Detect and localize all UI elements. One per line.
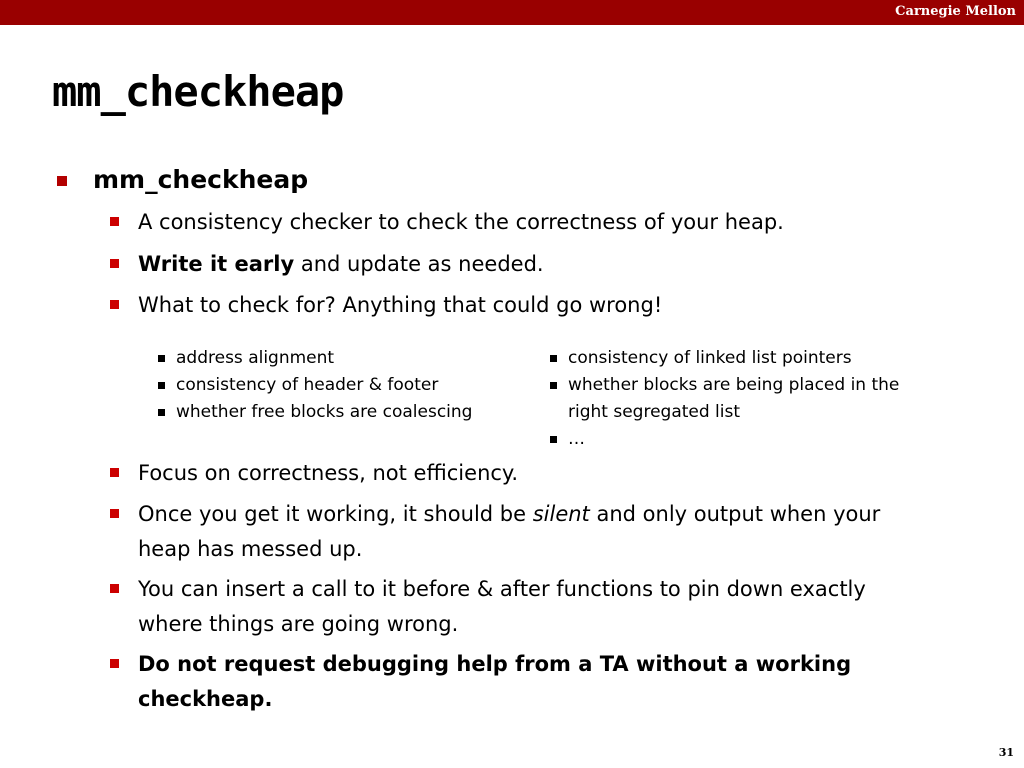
square-bullet-icon <box>550 382 557 389</box>
check-item-text: consistency of linked list pointers <box>568 348 852 368</box>
square-bullet-icon <box>110 300 119 309</box>
bullet-silent <box>138 497 908 567</box>
bullet-what-to-check <box>138 288 908 323</box>
bullet-text: and update as needed. <box>294 252 544 276</box>
top-banner <box>0 0 1024 25</box>
checks-left-column <box>176 345 526 426</box>
bullet-bold-text: Write it early <box>138 252 295 276</box>
square-bullet-icon <box>550 355 557 362</box>
check-item-text: address alignment <box>176 348 335 368</box>
bullet-no-debugging-help <box>138 647 878 717</box>
bullet-italic-text: silent <box>532 502 590 526</box>
check-item-text: … <box>568 429 585 449</box>
square-bullet-icon <box>110 259 119 268</box>
bullet-text: and only output when your heap has messed up. <box>138 502 881 561</box>
square-bullet-icon <box>158 409 165 416</box>
bullet-consistency-checker <box>138 205 908 240</box>
slide-title: mm_checkheap <box>52 67 344 116</box>
check-item-text: whether blocks are being placed in the right segregated list <box>568 375 900 422</box>
checks-right-column <box>568 345 908 453</box>
bullet-text: You can insert a call to it before & after functions to pin down exactly where things are going wrong. <box>138 577 866 636</box>
bullet-text: Once you get it working, it should be <box>138 502 533 526</box>
check-item-text: whether free blocks are coalescing <box>176 402 473 422</box>
brand-label: Carnegie Mellon <box>895 4 1016 19</box>
bullet-insert-call <box>138 572 878 642</box>
square-bullet-icon <box>158 355 165 362</box>
square-bullet-icon <box>158 382 165 389</box>
square-bullet-icon <box>110 217 119 226</box>
bullet-text: Do not request debugging help from a TA without a working checkheap. <box>138 652 852 711</box>
check-item <box>568 372 908 426</box>
page-number: 31 <box>998 746 1014 759</box>
bullet-write-early <box>138 247 908 282</box>
square-bullet-icon <box>110 584 119 593</box>
check-item <box>176 399 526 426</box>
square-bullet-icon <box>57 176 67 186</box>
check-item-text: consistency of header & footer <box>176 375 439 395</box>
check-item <box>568 345 908 372</box>
check-item <box>176 345 526 372</box>
bullet-level1-text: mm_checkheap <box>93 165 309 194</box>
bullet-text: What to check for? Anything that could go wrong! <box>138 293 663 317</box>
bullet-level1 <box>93 163 308 197</box>
bullet-text: Focus on correctness, not efficiency. <box>138 461 519 485</box>
square-bullet-icon <box>110 468 119 477</box>
square-bullet-icon <box>110 509 119 518</box>
bullet-text: A consistency checker to check the correctness of your heap. <box>138 210 784 234</box>
square-bullet-icon <box>550 436 557 443</box>
check-item <box>568 426 908 453</box>
square-bullet-icon <box>110 659 119 668</box>
bullet-focus-correctness <box>138 456 908 491</box>
check-item <box>176 372 526 399</box>
